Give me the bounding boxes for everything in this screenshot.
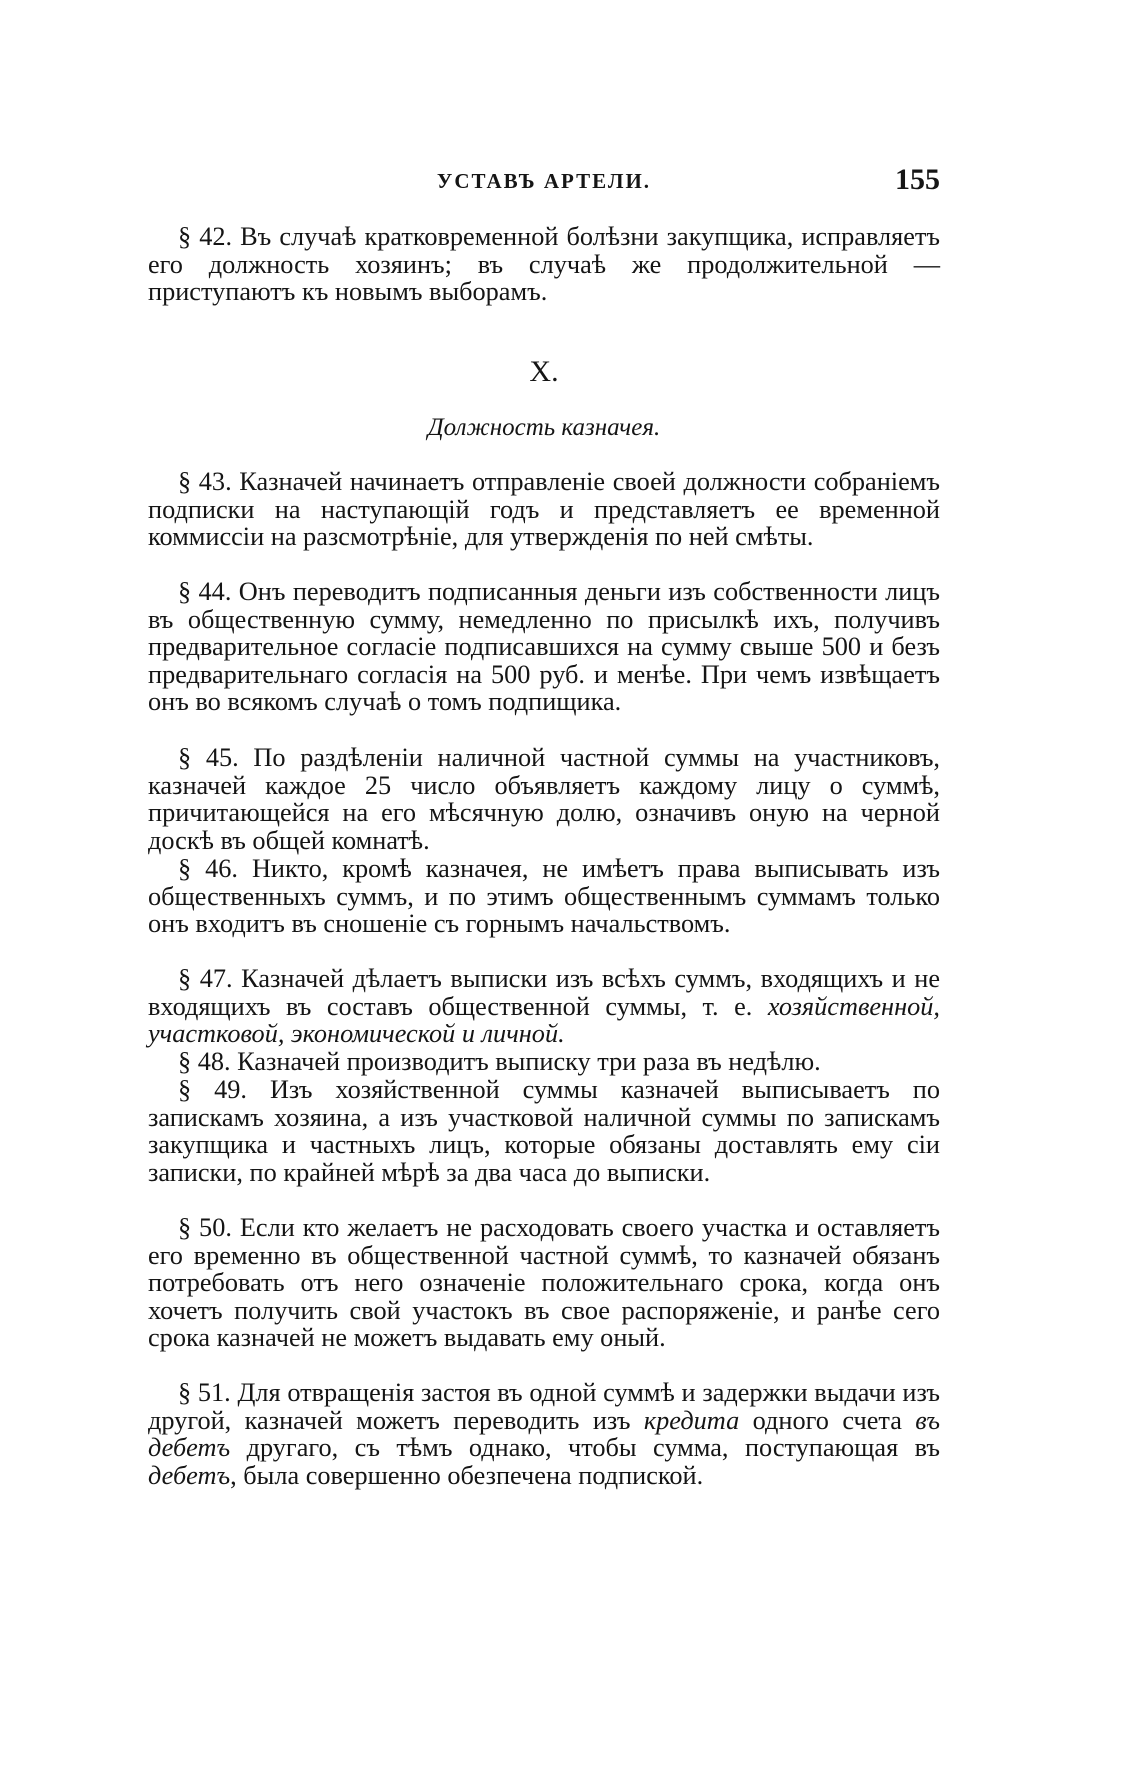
paragraph-italic-text: дебетъ — [148, 1460, 231, 1490]
paragraph-47 — [148, 965, 940, 1048]
paragraph-text: Никто, кромѣ казначея, не имѣетъ права выписывать изъ общественныхъ суммъ, и по этимъ общественнымъ суммамъ только онъ входитъ въ сношеніе съ горнымъ начальствомъ. — [148, 854, 941, 939]
paragraph-45 — [148, 744, 940, 854]
chapter-title: Должность казначея. — [427, 414, 661, 441]
paragraph-43 — [148, 468, 940, 551]
paragraph-51 — [148, 1379, 940, 1489]
section-mark: § 48. — [178, 1047, 231, 1076]
chapter-number: X. — [529, 355, 559, 388]
paragraph-46 — [148, 855, 940, 938]
paragraph-text: По раздѣленіи наличной частной суммы на участниковъ, казначей каждое 25 число объявляетъ каждому лицу о суммѣ, причитающейся на его мѣсячную долю, означивъ оную на черной доскѣ въ общей комнатѣ. — [148, 743, 941, 855]
section-mark: § 42. — [178, 222, 233, 251]
paragraph-44 — [148, 578, 940, 716]
paragraph-text: Въ случаѣ кратковременной болѣзни закупщика, исправляетъ его должность хозяинъ; въ случаѣ же продолжительной — приступаютъ къ новымъ выборамъ. — [148, 222, 941, 307]
paragraph-text: другаго, съ тѣмъ однако, чтобы сумма, поступающая въ — [230, 1433, 940, 1463]
running-title: УСТАВЪ АРТЕЛИ. — [436, 169, 652, 193]
paragraph-text: Если кто желаетъ не расходовать своего участка и оставляетъ его временно въ общественной частной суммѣ, то казначей обязанъ потребовать отъ него означеніе положительнаго срока, когда онъ хочетъ получить свой участокъ въ свое распоряженіе, и ранѣе сего срока казначей не можетъ выдавать ему оный. — [148, 1213, 941, 1353]
paragraph-text: , была совершенно обезпечена подпиской. — [230, 1460, 704, 1490]
paragraph-italic-text: въ дебетъ — [148, 1405, 940, 1463]
paragraph-text: одного счета — [739, 1405, 916, 1435]
paragraph-italic-text: кредита — [643, 1405, 740, 1435]
section-mark: § 44. — [178, 577, 232, 606]
section-mark: § 51. — [178, 1378, 231, 1407]
paragraph-text: Онъ переводитъ подписанныя деньги изъ собственности лицъ въ общественную сумму, немедленно по присылкѣ ихъ, получивъ предварительное согласіе подписавшихся на сумму свыше 500 и безъ предварительнаго согласія на 500 руб. и менѣе. При чемъ извѣщаетъ онъ во всякомъ случаѣ о томъ подпищика. — [148, 577, 941, 717]
paragraph-text: Изъ хозяйственной суммы казначей выписываетъ по запискамъ хозяина, а изъ участковой наличной суммы по запискамъ закупщика и частныхъ лицъ, которые обязаны доставлять ему сіи записки, по крайней мѣрѣ за два часа до выписки. — [148, 1075, 941, 1187]
paragraph-italic-text: хозяйственной, участковой, экономической и личной. — [148, 991, 940, 1049]
paragraph-48 — [148, 1048, 940, 1076]
paragraph-text: Казначей производитъ выписку три раза въ недѣлю. — [237, 1047, 821, 1076]
paragraph-text: Казначей начинаетъ отправленіе своей должности собраніемъ подписки на наступающій годъ и представляетъ ее временной коммиссіи на разсмотрѣніе, для утвержденія по ней смѣты. — [148, 467, 941, 552]
paragraph-text: Казначей дѣлаетъ выписки изъ всѣхъ суммъ, входящихъ и не входящихъ въ составъ общественной суммы, т. е. — [148, 964, 941, 1021]
section-mark: § 45. — [178, 743, 239, 772]
section-mark: § 46. — [178, 854, 238, 883]
running-head — [148, 163, 940, 203]
page-number: 155 — [895, 163, 940, 196]
paragraph-49 — [148, 1076, 940, 1186]
paragraph-50 — [148, 1214, 940, 1352]
section-mark: § 43. — [178, 467, 232, 496]
paragraph-text: Для отвращенія застоя въ одной суммѣ и задержки выдачи изъ другой, казначей можетъ переводить изъ — [148, 1378, 941, 1435]
paragraph-42 — [148, 223, 940, 306]
section-mark: § 50. — [178, 1213, 232, 1242]
section-mark: § 49. — [178, 1075, 247, 1104]
section-mark: § 47. — [178, 964, 233, 993]
